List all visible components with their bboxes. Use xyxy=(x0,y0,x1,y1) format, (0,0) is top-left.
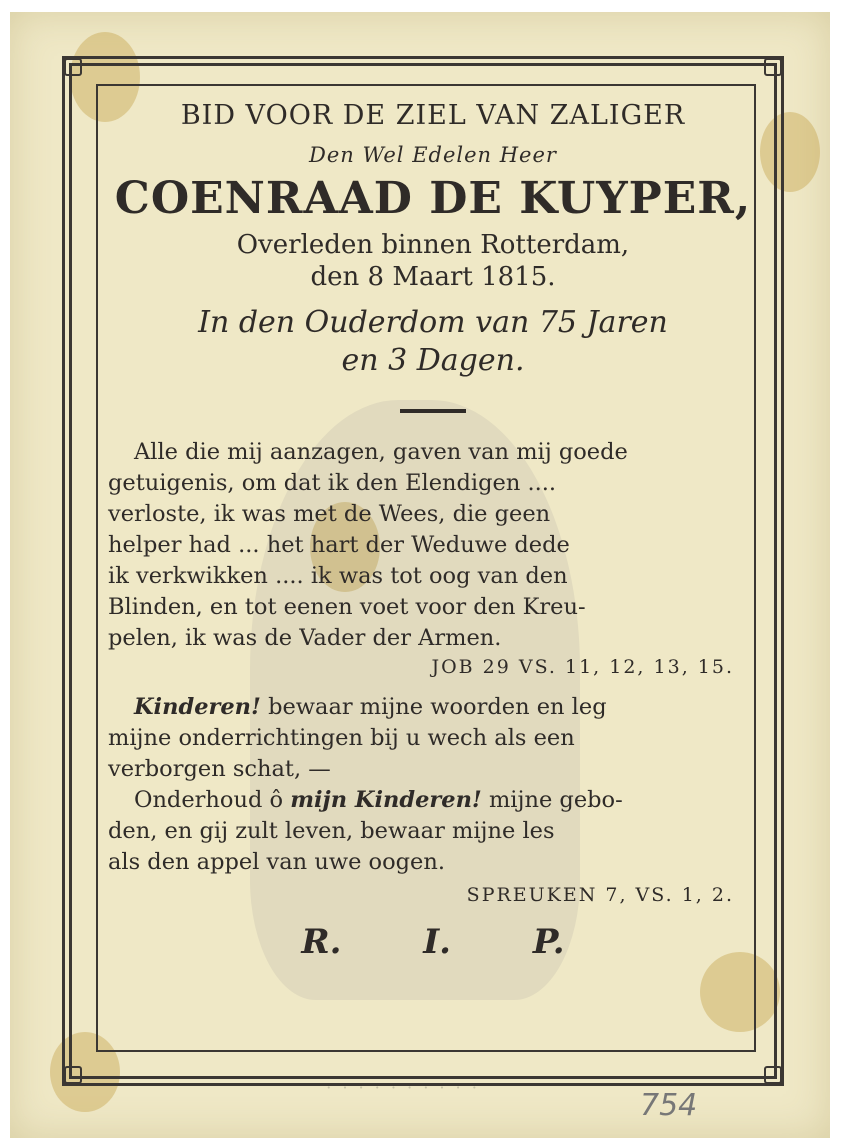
age-line-2: en 3 Dagen. xyxy=(341,342,525,378)
show-through-text: · · · · · · · · · · xyxy=(323,1078,477,1097)
rip-text: R. I. P. xyxy=(301,922,565,962)
verse-line: den, en gij zult leven, bewaar mijne les xyxy=(108,818,555,844)
verse-line: verborgen schat, — xyxy=(108,756,331,782)
scripture-proverbs xyxy=(108,692,758,878)
age-line-1: In den Ouderdom van 75 Jaren xyxy=(198,305,668,340)
corner-ornament-icon xyxy=(64,1066,82,1084)
deceased-name: COENRAAD DE KUYPER, xyxy=(114,173,752,224)
card-text xyxy=(108,96,758,962)
death-date: den 8 Maart 1815. xyxy=(310,262,556,292)
verse-text: Onderhoud ô xyxy=(134,787,291,813)
verse-text: bewaar mijne woorden en leg xyxy=(260,694,607,720)
verse-line: ik verkwikken .... ik was tot oog van den xyxy=(108,563,568,589)
verse-text: mijne gebo- xyxy=(481,787,623,813)
emphasis: mijn Kinderen! xyxy=(290,787,482,813)
verse-line: helper had ... het hart der Weduwe dede xyxy=(108,532,570,558)
verse-line: pelen, ik was de Vader der Armen. xyxy=(108,625,502,651)
death-place: Overleden binnen Rotterdam, xyxy=(236,230,630,260)
divider xyxy=(400,409,466,413)
scripture-job xyxy=(108,437,758,654)
verse-line: getuigenis, om dat ik den Elendigen .... xyxy=(108,470,557,496)
verse-line xyxy=(108,785,758,816)
verse-line: Alle die mij aanzagen, gaven van mij goede xyxy=(134,439,628,465)
scripture-reference: SPREUKEN 7, VS. 1, 2. xyxy=(466,884,734,906)
scripture-reference: JOB 29 VS. 11, 12, 13, 15. xyxy=(431,656,734,678)
verse-line xyxy=(108,692,758,723)
verse-line: als den appel van uwe oogen. xyxy=(108,849,445,875)
verse-line: mijne onderrichtingen bij u wech als een xyxy=(108,725,575,751)
pencil-note: 754 xyxy=(640,1088,698,1123)
corner-ornament-icon xyxy=(764,58,782,76)
emphasis: Kinderen! xyxy=(134,694,261,720)
verse-line: Blinden, en tot eenen voet voor den Kreu- xyxy=(108,594,586,620)
heading-prayer: BID VOOR DE ZIEL VAN ZALIGER xyxy=(180,100,686,131)
honorific: Den Wel Edelen Heer xyxy=(309,143,557,167)
corner-ornament-icon xyxy=(764,1066,782,1084)
corner-ornament-icon xyxy=(64,58,82,76)
verse-line: verloste, ik was met de Wees, die geen xyxy=(108,501,551,527)
